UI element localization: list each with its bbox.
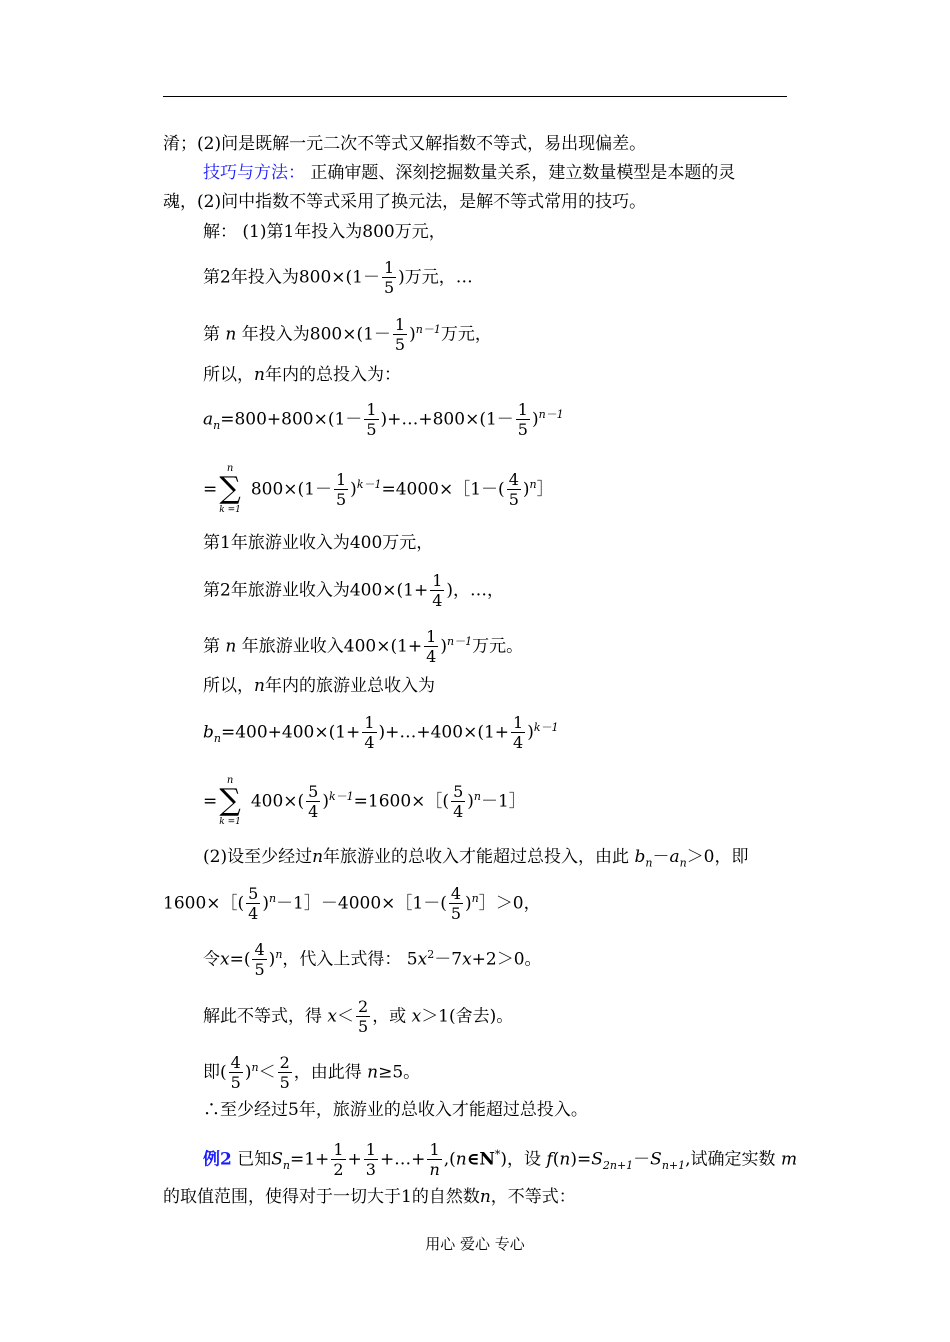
- text-line: 技巧与方法： 正确审题、深刻挖掘数量关系，建立数量模型是本题的灵: [203, 163, 736, 183]
- math-line: 即( $\frac{4}{5}$ )$^n$＜ $\frac{2}{5}$ ，由此得 n≥5。: [203, 1053, 421, 1092]
- fraction: $\frac{1}{2}$: [333, 1140, 344, 1179]
- fraction: $\frac{4}{5}$: [254, 940, 265, 979]
- math-line: 第 n 年投入为800×(1－ $\frac{1}{5}$ )$^{n-1}$万元，: [203, 315, 492, 354]
- text-line: 所以，n年内的总投入为：: [203, 365, 401, 385]
- fraction: $\frac{5}{4}$: [453, 782, 464, 821]
- fraction: $\frac{4}{5}$: [450, 884, 462, 923]
- text-line: 的取值范围，使得对于一切大于1的自然数n，不等式：: [163, 1187, 576, 1207]
- math-line: 例2 已知$S_n=1+$ $\frac{1}{2}$ + $\frac{1}{3}$ +…+ $\frac{1}{n}$ ,(n∈N*)，设 $f(n)=S_{2n+1}-S_{n+1}$,试确定实数 m: [203, 1140, 798, 1179]
- text-line: 第1年旅游业收入为400万元，: [203, 533, 434, 553]
- tips-heading: 技巧与方法：: [203, 163, 305, 183]
- fraction: $\frac{1}{5}$: [366, 400, 377, 439]
- example-label: 例2: [203, 1149, 232, 1170]
- math-line: = n ∑ k =1 800×(1－ $\frac{1}{5}$ )$^{k-1}$=4000×［1－( $\frac{4}{5}$ )$^n$］: [203, 463, 554, 515]
- math-line: $b_n=400+400\times(1+$ $\frac{1}{4}$ )+…+400×(1+ $\frac{1}{4}$ )$^{k-1}$: [203, 713, 559, 752]
- math-line: 1600×［( $\frac{5}{4}$ )$^n$－1］－4000×［1－( $\frac{4}{5}$ )$^n$］＞0，: [163, 884, 541, 923]
- fraction: $\frac{5}{4}$: [308, 782, 319, 821]
- fraction: $\frac{2}{5}$: [358, 997, 369, 1036]
- fraction: $\frac{1}{3}$: [365, 1140, 376, 1179]
- summation-symbol: n ∑ k =1: [219, 463, 241, 515]
- math-line: 第2年投入为800×(1－ $\frac{1}{5}$ )万元，…: [203, 258, 473, 297]
- math-line: (2)设至少经过n年旅游业的总收入才能超过总投入，由此 $b_n-a_n>0$，即: [203, 847, 749, 870]
- text-line: 所以，n年内的旅游业总收入为: [203, 676, 435, 696]
- fraction: $\frac{1}{4}$: [364, 713, 375, 752]
- fraction: $\frac{2}{5}$: [279, 1053, 290, 1092]
- fraction: $\frac{1}{4}$: [513, 713, 524, 752]
- fraction: $\frac{1}{5}$: [383, 258, 395, 297]
- text-line: 解： (1)第1年投入为800万元，: [203, 222, 446, 242]
- fraction: $\frac{4}{5}$: [508, 470, 519, 509]
- summation-symbol: n ∑ k =1: [219, 775, 241, 827]
- fraction: $\frac{4}{5}$: [230, 1053, 241, 1092]
- math-line: $a_n=800+800\times(1-$ $\frac{1}{5}$ )+…+800×(1－ $\frac{1}{5}$ )$^{n-1}$: [203, 400, 564, 439]
- math-line: 第 n 年旅游业收入400×(1+ $\frac{1}{4}$ )$^{n-1}$万元。: [203, 627, 524, 666]
- text-line: 淆；(2)问是既解一元二次不等式又解指数不等式，易出现偏差。: [163, 134, 647, 154]
- math-line: 令x=( $\frac{4}{5}$ )$^n$，代入上式得： $5x^2-7x+2>0$。: [203, 940, 542, 979]
- fraction: $\frac{1}{5}$: [394, 315, 406, 354]
- fraction: $\frac{5}{4}$: [248, 884, 259, 923]
- text-line: 魂，(2)问中指数不等式采用了换元法，是解不等式常用的技巧。: [163, 192, 647, 212]
- header-rule: [163, 96, 787, 97]
- fraction: $\frac{1}{5}$: [517, 400, 528, 439]
- fraction: $\frac{1}{4}$: [432, 571, 443, 610]
- math-line: 解此不等式，得 x＜ $\frac{2}{5}$ ，或 x＞1(舍去)。: [203, 997, 514, 1036]
- math-line: = n ∑ k =1 400×( $\frac{5}{4}$ )$^{k-1}$=1600×［( $\frac{5}{4}$ )$^n$－1］: [203, 775, 526, 827]
- math-line: 第2年旅游业收入为400×(1+ $\frac{1}{4}$ )，…，: [203, 571, 505, 610]
- page-footer: 用心 爱心 专心: [425, 1235, 525, 1253]
- text-line: ∴至少经过5年，旅游业的总收入才能超过总投入。: [203, 1100, 588, 1120]
- fraction: $\frac{1}{5}$: [335, 470, 347, 509]
- fraction: $\frac{1}{n}$: [429, 1140, 440, 1179]
- fraction: $\frac{1}{4}$: [426, 627, 437, 666]
